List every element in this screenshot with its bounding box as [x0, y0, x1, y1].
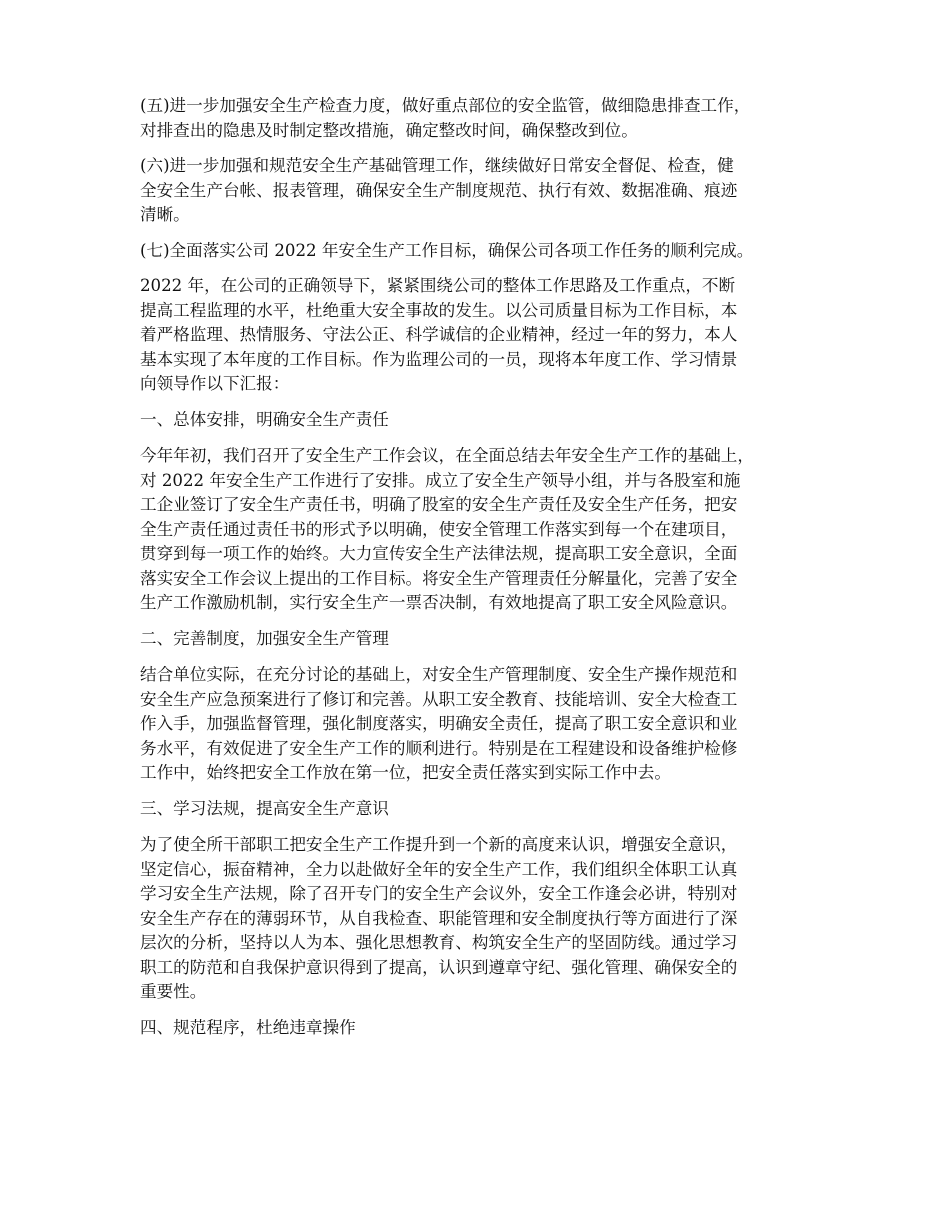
- text-line: 生产工作激励机制，实行安全生产一票否决制，有效地提高了职工安全风险意识。: [140, 593, 738, 612]
- paragraph-item-7: [140, 239, 830, 264]
- text-line: 作入手，加强监督管理，强化制度落实，明确安全责任，提高了职工安全意识和业: [140, 714, 738, 733]
- text-line: 落实安全工作会议上提出的工作目标。将安全生产管理责任分解量化，完善了安全: [140, 568, 738, 588]
- section-heading-4: [140, 1016, 830, 1041]
- paragraph-intro: [140, 274, 830, 397]
- text-line: 2022 年，在公司的正确领导下，紧紧围绕公司的整体工作思路及工作重点，不断: [140, 276, 736, 295]
- text-line: 向领导作以下汇报：: [140, 374, 290, 393]
- text-line: 提高工程监理的水平，杜绝重大安全事故的发生。以公司质量目标为工作目标，本: [140, 300, 738, 320]
- text-line: (六)进一步加强和规范安全生产基础管理工作，继续做好日常安全督促、检查，健: [140, 156, 734, 175]
- text-line: (五)进一步加强安全生产检查力度，做好重点部位的安全监管，做细隐患排查工作，: [140, 96, 751, 115]
- section-heading-3: [140, 797, 830, 822]
- heading-text: 一、总体安排，明确安全生产责任: [140, 409, 389, 429]
- text-line: 对排查出的隐患及时制定整改措施，确定整改时间，确保整改到位。: [140, 120, 638, 140]
- text-line: 结合单位实际，在充分讨论的基础上，对安全生产管理制度、安全生产操作规范和: [140, 665, 738, 684]
- text-line: 工作中，始终把安全工作放在第一位，把安全责任落实到实际工作中去。: [140, 763, 671, 782]
- text-line: 全安全生产台帐、报表管理，确保安全生产制度规范、执行有效、数据准确、痕迹: [140, 180, 738, 200]
- text-line: 全生产责任通过责任书的形式予以明确，使安全管理工作落实到每一个在建项目，: [140, 519, 738, 539]
- text-line: 安全生产应急预案进行了修订和完善。从职工安全教育、技能培训、安全大检查工: [140, 689, 738, 709]
- text-line: 今年年初，我们召开了安全生产工作会议，在全面总结去年安全生产工作的基础上，: [140, 446, 754, 465]
- text-line: 着严格监理、热情服务、守法公正、科学诚信的企业精神，经过一年的努力，本人: [140, 325, 738, 344]
- text-line: 务水平，有效促进了安全生产工作的顺利进行。特别是在工程建设和设备维护检修: [140, 738, 738, 758]
- section-heading-1: [140, 408, 830, 433]
- section-heading-2: [140, 627, 830, 652]
- paragraph-item-6: [140, 154, 830, 228]
- text-line: 对 2022 年安全生产工作进行了安排。成立了安全生产领导小组，并与各股室和施: [140, 470, 741, 490]
- heading-text: 二、完善制度，加强安全生产管理: [140, 628, 389, 648]
- paragraph-item-5: [140, 94, 830, 143]
- paragraph-section-3: [140, 833, 830, 1005]
- text-line: 安全生产存在的薄弱环节，从自我检查、职能管理和安全制度执行等方面进行了深: [140, 908, 738, 928]
- heading-text: 四、规范程序，杜绝违章操作: [140, 1017, 356, 1037]
- document-body: [140, 94, 830, 1052]
- paragraph-section-2: [140, 663, 830, 786]
- text-line: 贯穿到每一项工作的始终。大力宣传安全生产法律法规，提高职工安全意识，全面: [140, 544, 738, 563]
- text-line: (七)全面落实公司 2022 年安全生产工作目标，确保公司各项工作任务的顺利完成。: [140, 240, 754, 260]
- text-line: 基本实现了本年度的工作目标。作为监理公司的一员，现将本年度工作、学习情景: [140, 349, 738, 369]
- text-line: 职工的防范和自我保护意识得到了提高，认识到遵章守纪、强化管理、确保安全的: [140, 957, 738, 977]
- text-line: 层次的分析，坚持以人为本、强化思想教育、构筑安全生产的坚固防线。通过学习: [140, 933, 738, 952]
- text-line: 清晰。: [140, 205, 190, 224]
- text-line: 学习安全生产法规，除了召开专门的安全生产会议外，安全工作逢会必讲，特别对: [140, 884, 738, 903]
- paragraph-section-1: [140, 444, 830, 616]
- heading-text: 三、学习法规，提高安全生产意识: [140, 798, 389, 818]
- text-line: 工企业签订了安全生产责任书，明确了股室的安全生产责任及安全生产任务，把安: [140, 495, 738, 514]
- text-line: 为了使全所干部职工把安全生产工作提升到一个新的高度来认识，增强安全意识，: [140, 835, 738, 854]
- text-line: 重要性。: [140, 982, 207, 1001]
- text-line: 坚定信心，振奋精神，全力以赴做好全年的安全生产工作，我们组织全体职工认真: [140, 859, 738, 879]
